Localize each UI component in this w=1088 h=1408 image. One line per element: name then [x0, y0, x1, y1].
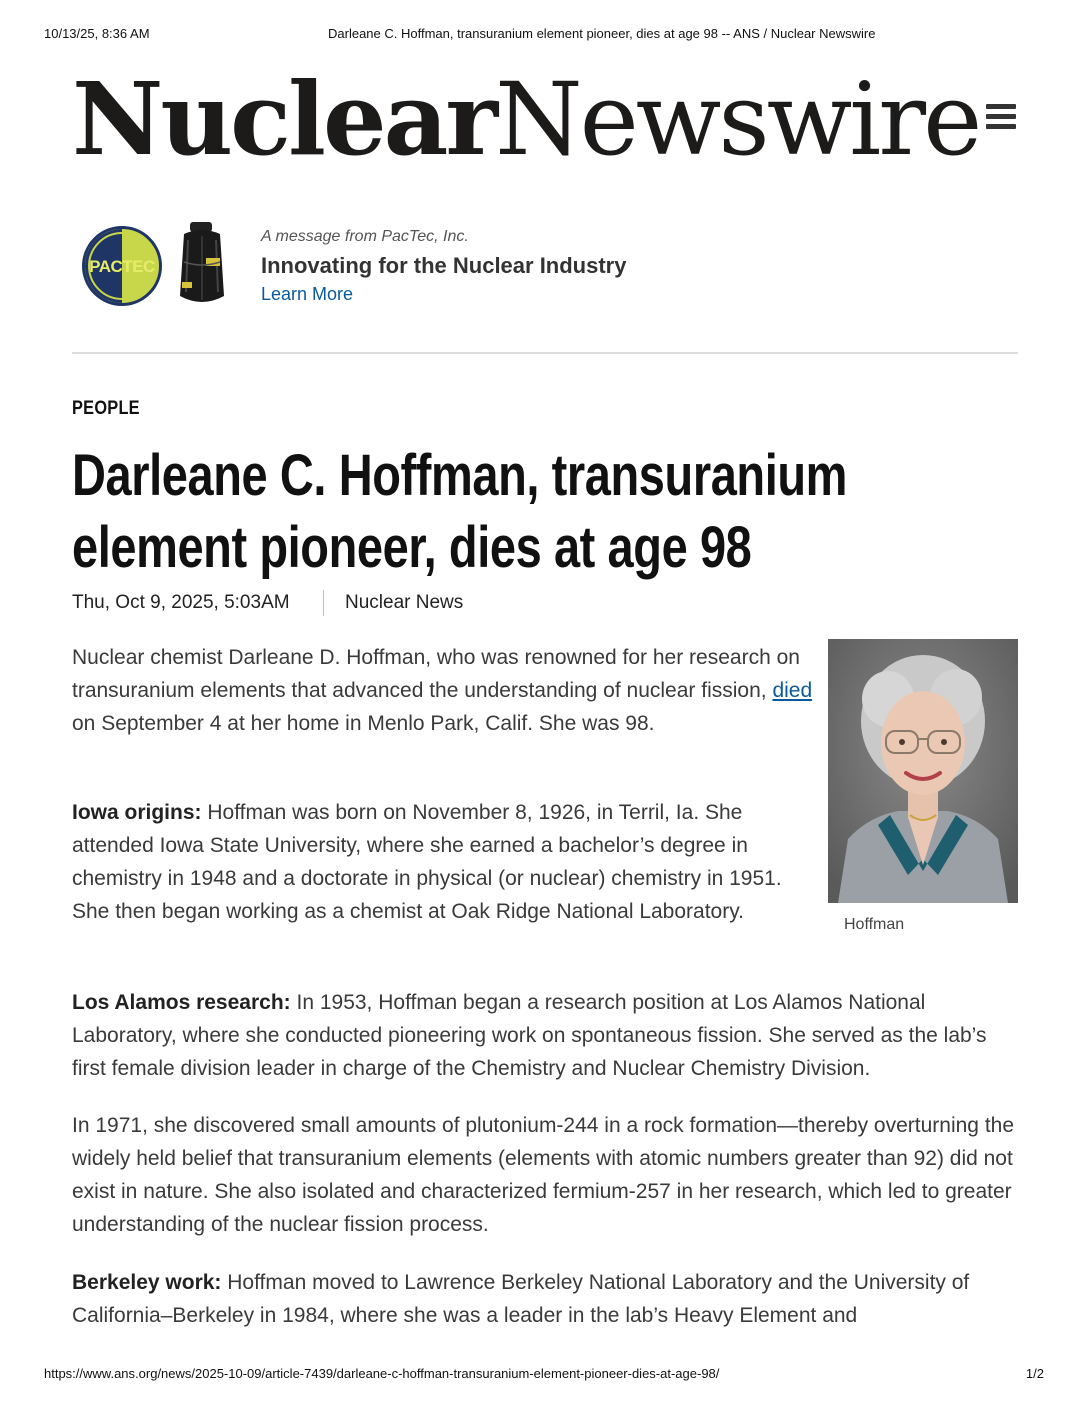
pactec-logo-text: PACTEC [89, 257, 155, 276]
print-timestamp: 10/13/25, 8:36 AM [44, 26, 150, 41]
section-label: Los Alamos research: [72, 991, 291, 1014]
section-label: Iowa origins: [72, 801, 202, 824]
section-text: In 1971, she discovered small amounts of plutonium-244 in a rock formation—thereby overturning the widely held belief that transuranium elements (elements with atomic numbers greater than 92) did not exist in nature. She also isolated and characterized fermium-257 in her research, which led to greater understanding of the nuclear fission process. [72, 1114, 1015, 1236]
intro-text-after: on September 4 at her home in Menlo Park, Calif. She was 98. [72, 712, 655, 735]
waste-bag-image [176, 222, 228, 308]
ad-headline: Innovating for the Nuclear Industry [261, 253, 627, 278]
hamburger-menu-icon[interactable] [986, 104, 1018, 130]
intro-text-before: Nuclear chemist Darleane D. Hoffman, who was renowned for her research on transuranium elements that advanced the understanding of nuclear fission, [72, 646, 800, 702]
pactec-logo [82, 226, 162, 306]
print-document-title: Darleane C. Hoffman, transuranium element pioneer, dies at age 98 -- ANS / Nuclear Newswire [328, 26, 876, 41]
article-category[interactable]: PEOPLE [72, 398, 140, 419]
page-number: 1/2 [1025, 1366, 1044, 1381]
byline-separator [323, 590, 324, 616]
died-link[interactable]: died [772, 679, 813, 702]
berkeley-paragraph [72, 1266, 1022, 1332]
los-alamos-paragraph [72, 986, 1022, 1085]
logo-bold-text: Nuclear [72, 60, 496, 178]
page-url: https://www.ans.org/news/2025-10-09/article-7439/darleane-c-hoffman-transuranium-element-pioneer-dies-at-age-98/ [44, 1366, 720, 1381]
article-title: Darleane C. Hoffman, transuranium element pioneer, dies at age 98 [72, 443, 848, 580]
plutonium-paragraph [72, 1109, 1022, 1241]
site-logo[interactable] [72, 60, 980, 178]
divider [72, 352, 1018, 354]
iowa-origins-paragraph [72, 796, 814, 928]
publication-source[interactable]: Nuclear News [345, 592, 464, 613]
sponsor-ad[interactable] [72, 220, 772, 320]
logo-light-text: Newswire [495, 61, 980, 178]
ad-text [261, 226, 626, 306]
publish-date: Thu, Oct 9, 2025, 5:03AM [72, 592, 290, 613]
photo-caption: Hoffman [844, 916, 905, 933]
intro-paragraph [72, 641, 814, 740]
hoffman-portrait-photo [828, 639, 1018, 903]
section-text: Hoffman was born on November 8, 1926, in Terril, Ia. She attended Iowa State University, where she earned a bachelor’s degree in chemistry in 1948 and a doctorate in physical (or nuclear) chemistry in 1951. She then began working as a chemist at Oak Ridge National Laboratory. [72, 801, 782, 923]
learn-more-link[interactable]: Learn More [261, 284, 354, 304]
section-text: In 1953, Hoffman began a research position at Los Alamos National Laboratory, where she conducted pioneering work on spontaneous fission. She served as the lab’s first female division leader in charge of the Chemistry and Nuclear Chemistry Division. [72, 991, 987, 1080]
section-text: Hoffman moved to Lawrence Berkeley National Laboratory and the University of California–Berkeley in 1984, where she was a leader in the lab’s Heavy Element and [72, 1271, 970, 1327]
section-label: Berkeley work: [72, 1271, 222, 1294]
print-header [44, 26, 1044, 44]
masthead [72, 60, 980, 178]
ad-message: A message from PacTec, Inc. [261, 228, 469, 245]
print-footer [44, 1366, 1044, 1384]
